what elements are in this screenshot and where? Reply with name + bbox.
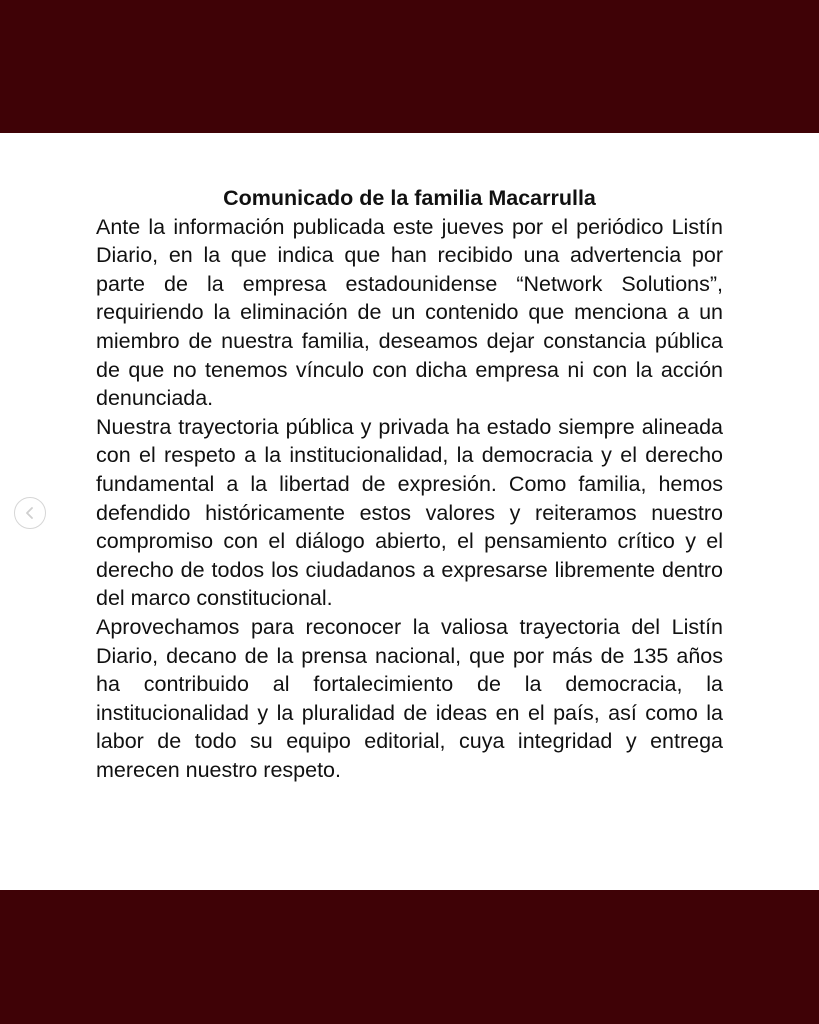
statement-paragraph-2: Nuestra trayectoria pública y privada ha estado siempre alineada con el respeto a la institucionalidad, la democracia y el derecho fundamental a la libertad de expresión. Como familia, hemos defendido históricamente estos valores y reiteramos nuestro compromiso con el diálogo abierto, el pensamiento crítico y el derecho de todos los ciudadanos a expresarse libremente dentro del marco constitucional. bbox=[96, 414, 723, 611]
statement-text bbox=[96, 184, 723, 784]
statement-paragraph-3: Aprovechamos para reconocer la valiosa trayectoria del Listín Diario, decano de la prensa nacional, que por más de 135 años ha contribuido al fortalecimiento de la democracia, la institucionalidad y la pluralidad de ideas en el país, así como la labor de todo su equipo editorial, cuya integridad y entrega merecen nuestro respeto. bbox=[96, 614, 723, 782]
previous-slide-button[interactable] bbox=[14, 497, 46, 529]
statement-title: Comunicado de la familia Macarrulla bbox=[223, 186, 596, 210]
bottom-background-band bbox=[0, 890, 819, 1024]
statement-document bbox=[0, 133, 819, 890]
statement-paragraph-1: Ante la información publicada este jueves por el periódico Listín Diario, en la que indica que han recibido una advertencia por parte de la empresa estadounidense “Network Solutions”, requiriendo la eliminación de un contenido que menciona a un miembro de nuestra familia, deseamos dejar constancia pública de que no tenemos vínculo con dicha empresa ni con la acción denunciada. bbox=[96, 214, 723, 411]
top-background-band bbox=[0, 0, 819, 133]
chevron-left-icon bbox=[23, 506, 37, 520]
